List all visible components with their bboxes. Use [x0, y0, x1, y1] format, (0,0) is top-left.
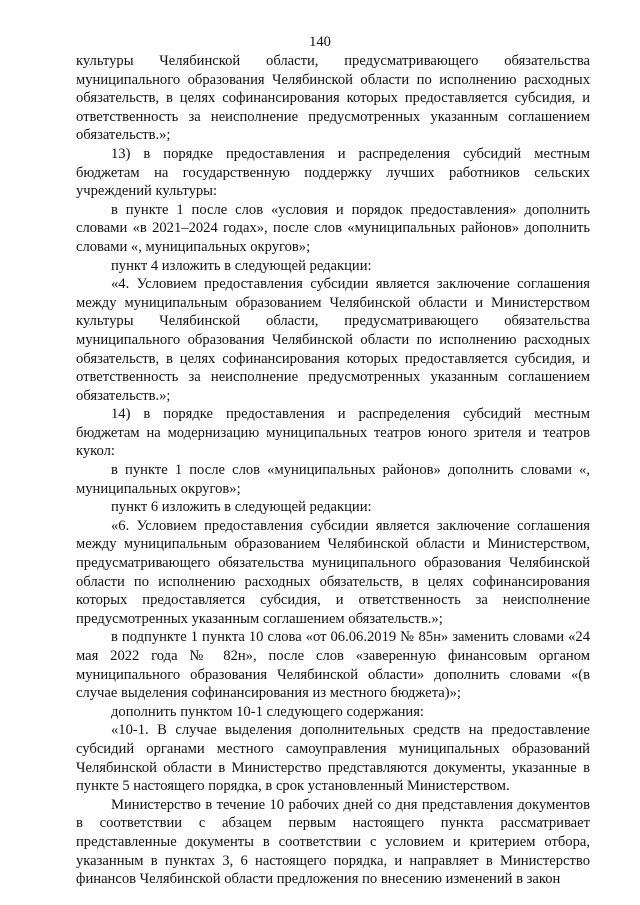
paragraph-item-13-point-4-text: «4. Условием предоставления субсидии является заключение соглашения между муниципальным образованием Челябинской области и Министерством культуры Челябинской области, предусматривающего обязательства муниципального образования Челябинской области по исполнению расходных обязательств, в целях софинансирования которых предоставляется субсидия, и ответственность за неисполнение предусмотренных указанным соглашением обязательств.»;: [76, 276, 590, 404]
paragraph-item-14: 14) в порядке предоставления и распределения субсидий местным бюджетам на модернизацию муниципальных театров юного зрителя и театров кукол:: [76, 406, 590, 460]
paragraph-item-14-point-10-1-text: «10-1. В случае выделения дополнительных средств на предоставление субсидий органами местного самоуправления муниципальных образований Челябинской области в Министерство представляются документы, указанные в пункте 5 настоящего порядка, в срок установленный Министерством.: [76, 722, 590, 795]
page-number: 140: [309, 34, 331, 50]
paragraph-item-14-point-10: в подпункте 1 пункта 10 слова «от 06.06.2019 № 85н» заменить словами «24 мая 2022 года № 82н», после слов «заверенную финансовым органом муниципального образования Челябинской области» дополнить словами «(в случае выделения софинансирования из местного бюджета)»;: [76, 629, 590, 702]
paragraph-item-13-point-4-intro: пункт 4 изложить в следующей редакции:: [111, 257, 372, 274]
paragraph-continuation: культуры Челябинской области, предусматривающего обязательства муниципального образования Челябинской области по исполнению расходных обязательств, в целях софинансирования которых предоставляется субсидия, и ответственность за неисполнение предусмотренных указанным соглашением обязательств.»;: [76, 53, 590, 144]
paragraph-item-14-point-6-intro: пункт 6 изложить в следующей редакции:: [111, 499, 372, 516]
paragraph-item-14-point-1: в пункте 1 после слов «муниципальных районов» дополнить словами «, муниципальных округов»;: [76, 462, 590, 497]
paragraph-ministry-review: Министерство в течение 10 рабочих дней со дня представления документов в соответствии с абзацем первым настоящего пункта рассматривает представленные документы в соответствии с условием и критерием отбора, указанным в пунктах 3, 6 настоящего порядка, и направляет в Министерство финансов Челябинской области предложения по внесению изменений в закон: [76, 796, 590, 888]
paragraph-item-14-point-6-text: «6. Условием предоставления субсидии является заключение соглашения между муниципальным образованием Челябинской области и Министерством, предусматривающего обязательства муниципального образования Челябинской области по исполнению расходных обязательств, в целях софинансирования которых предоставляется субсидия, и ответственность за неисполнение предусмотренных указанным соглашением обязательств.»;: [76, 517, 590, 627]
paragraph-item-14-point-10-1-intro: дополнить пунктом 10-1 следующего содержания:: [111, 703, 424, 720]
paragraph-item-13-point-1: в пункте 1 после слов «условия и порядок предоставления» дополнить словами «в 2021–2024 годах», после слов «муниципальных районов» дополнить словами «, муниципальных округов»;: [76, 201, 590, 255]
paragraph-item-13: 13) в порядке предоставления и распределения субсидий местным бюджетам на государственную поддержку лучших работников сельских учреждений культуры:: [76, 145, 590, 200]
document-body: [76, 52, 590, 889]
